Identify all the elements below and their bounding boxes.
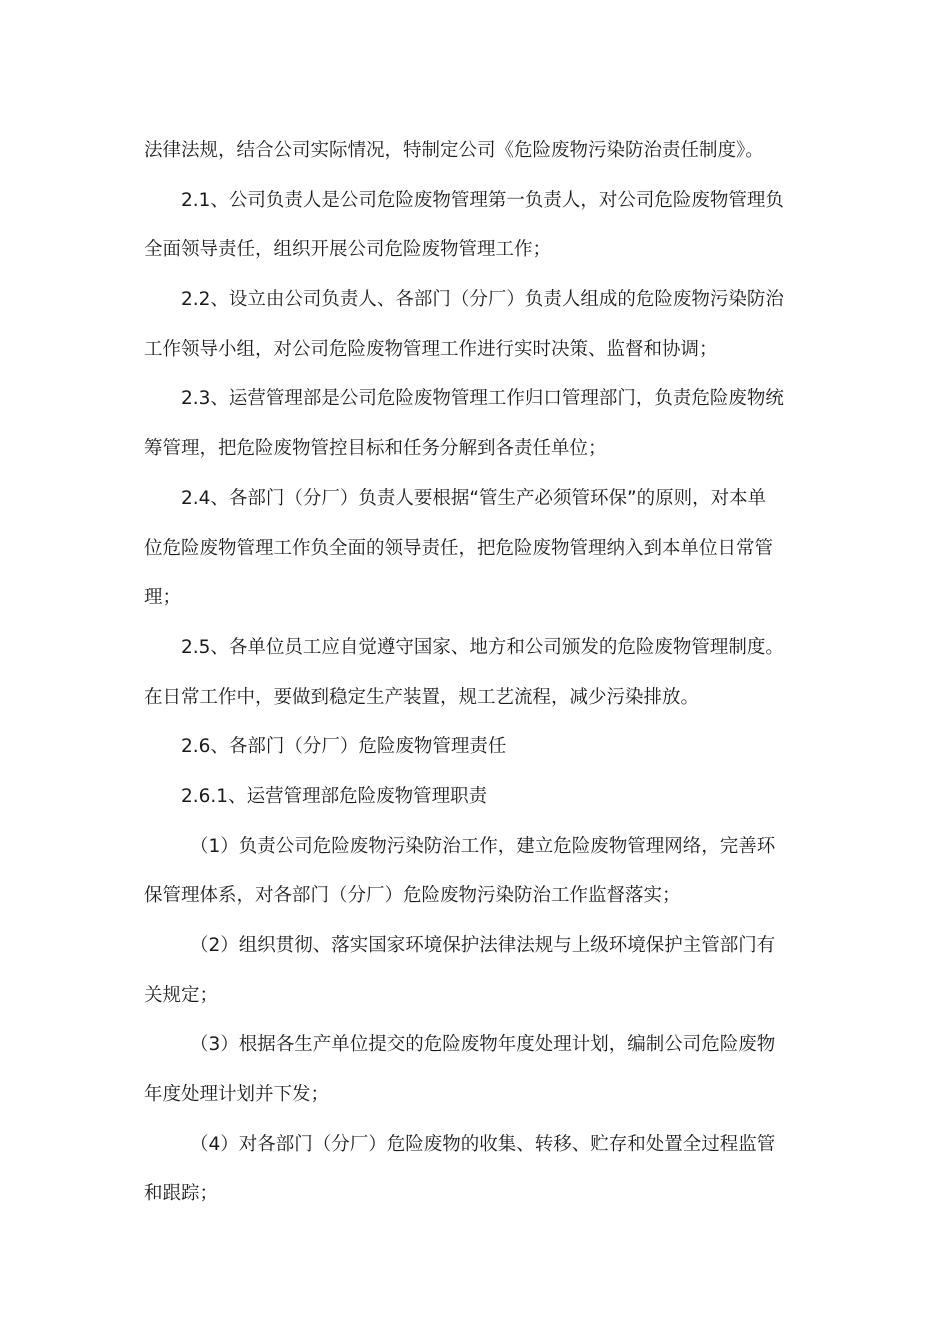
text-line: 全面领导责任，组织开展公司危险废物管理工作；	[144, 239, 552, 261]
text-line: 法律法规，结合公司实际情况，特制定公司《危险废物污染防治责任制度》。	[144, 140, 764, 161]
list-item: （2）组织贯彻、落实国家环境保护法律法规与上级环境保护主管部门有	[190, 935, 776, 956]
text-line: 关规定；	[144, 984, 219, 1006]
text-line: 年度处理计划并下发；	[144, 1084, 330, 1106]
subsection-heading: 2.6.1、运营管理部危险废物管理职责	[181, 785, 488, 807]
list-item: （3）根据各生产单位提交的危险废物年度处理计划，编制公司危险废物	[190, 1034, 776, 1056]
text-line: 2.2、设立由公司负责人、各部门（分厂）负责人组成的危险废物污染防治	[181, 289, 784, 311]
text-line: 保管理体系，对各部门（分厂）危险废物污染防治工作监督落实；	[144, 885, 681, 907]
text-line: 筹管理，把危险废物管控目标和任务分解到各责任单位；	[144, 438, 607, 460]
text-line: 在日常工作中，要做到稳定生产装置，规工艺流程，减少污染排放。	[144, 686, 700, 708]
list-item: （1）负责公司危险废物污染防治工作，建立危险废物管理网络，完善环	[190, 835, 776, 857]
text-line: 理；	[144, 587, 182, 609]
text-line: 工作领导小组，对公司危险废物管理工作进行实时决策、监督和协调；	[144, 338, 718, 360]
text-line: 2.5、各单位员工应自觉遵守国家、地方和公司颁发的危险废物管理制度。	[181, 636, 784, 658]
text-line: 和跟踪；	[144, 1183, 219, 1205]
section-heading: 2.6、各部门（分厂）危险废物管理责任	[181, 736, 507, 758]
text-line: 2.4、各部门（分厂）负责人要根据“管生产必须管环保”的原则，对本单	[181, 487, 767, 509]
document-body	[144, 126, 808, 1219]
text-line: 2.3、运营管理部是公司危险废物管理工作归口管理部门，负责危险废物统	[181, 388, 784, 410]
text-line: 位危险废物管理工作负全面的领导责任，把危险废物管理纳入到本单位日常管	[144, 537, 774, 559]
list-item: （4）对各部门（分厂）危险废物的收集、转移、贮存和处置全过程监管	[190, 1133, 776, 1155]
text-line: 2.1、公司负责人是公司危险废物管理第一负责人，对公司危险废物管理负	[181, 189, 784, 211]
